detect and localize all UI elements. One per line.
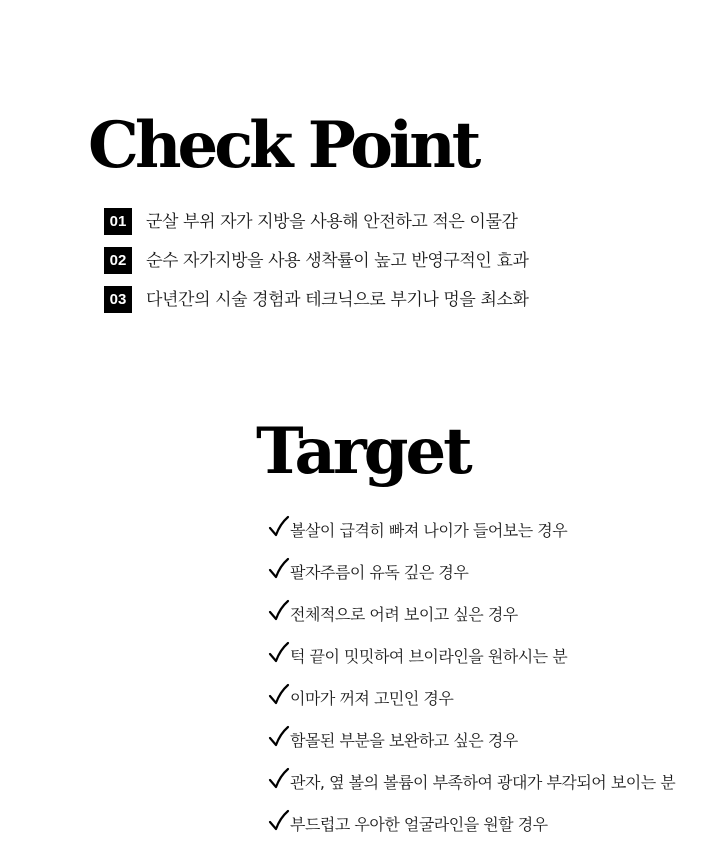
- check-mark-icon: [268, 725, 290, 749]
- check-mark-icon: [268, 767, 290, 791]
- target-item-text: 이마가 꺼져 고민인 경우: [290, 689, 454, 708]
- number-badge: 01: [104, 208, 132, 235]
- checkpoint-item: [104, 286, 529, 325]
- target-item-text: 부드럽고 우아한 얼굴라인을 원할 경우: [290, 815, 548, 834]
- check-mark-icon: [268, 641, 290, 665]
- target-item-text: 턱 끝이 밋밋하여 브이라인을 원하시는 분: [290, 647, 568, 666]
- check-mark-icon: [268, 599, 290, 623]
- check-mark-icon: [268, 683, 290, 707]
- number-badge: 02: [104, 247, 132, 274]
- checkpoint-item: [104, 208, 529, 247]
- target-item-text: 관자, 옆 볼의 볼륨이 부족하여 광대가 부각되어 보이는 분: [290, 773, 676, 792]
- target-item: [268, 678, 675, 720]
- check-mark-icon: [268, 557, 290, 581]
- checkpoint-item-text: 다년간의 시술 경험과 테크닉으로 부기나 멍을 최소화: [146, 290, 529, 310]
- target-item: [268, 762, 675, 804]
- target-item-text: 함몰된 부분을 보완하고 싶은 경우: [290, 731, 518, 750]
- check-mark-icon: [268, 809, 290, 833]
- target-item: [268, 594, 675, 636]
- target-list: [268, 510, 675, 846]
- target-item: [268, 552, 675, 594]
- target-item: [268, 636, 675, 678]
- target-item: [268, 804, 675, 846]
- target-item-text: 볼살이 급격히 빠져 나이가 들어보는 경우: [290, 521, 568, 540]
- number-badge: 03: [104, 286, 132, 313]
- target-item: [268, 510, 675, 552]
- checkpoint-item-text: 군살 부위 자가 지방을 사용해 안전하고 적은 이물감: [146, 212, 518, 232]
- target-item-text: 팔자주름이 유독 깊은 경우: [290, 563, 469, 582]
- checkpoint-item-text: 순수 자가지방을 사용 생착률이 높고 반영구적인 효과: [146, 251, 529, 271]
- target-title: Target: [256, 414, 470, 489]
- checkpoint-title: Check Point: [88, 108, 478, 183]
- target-item-text: 전체적으로 어려 보이고 싶은 경우: [290, 605, 518, 624]
- checkpoint-list: [104, 208, 529, 325]
- check-mark-icon: [268, 515, 290, 539]
- target-item: [268, 720, 675, 762]
- checkpoint-item: [104, 247, 529, 286]
